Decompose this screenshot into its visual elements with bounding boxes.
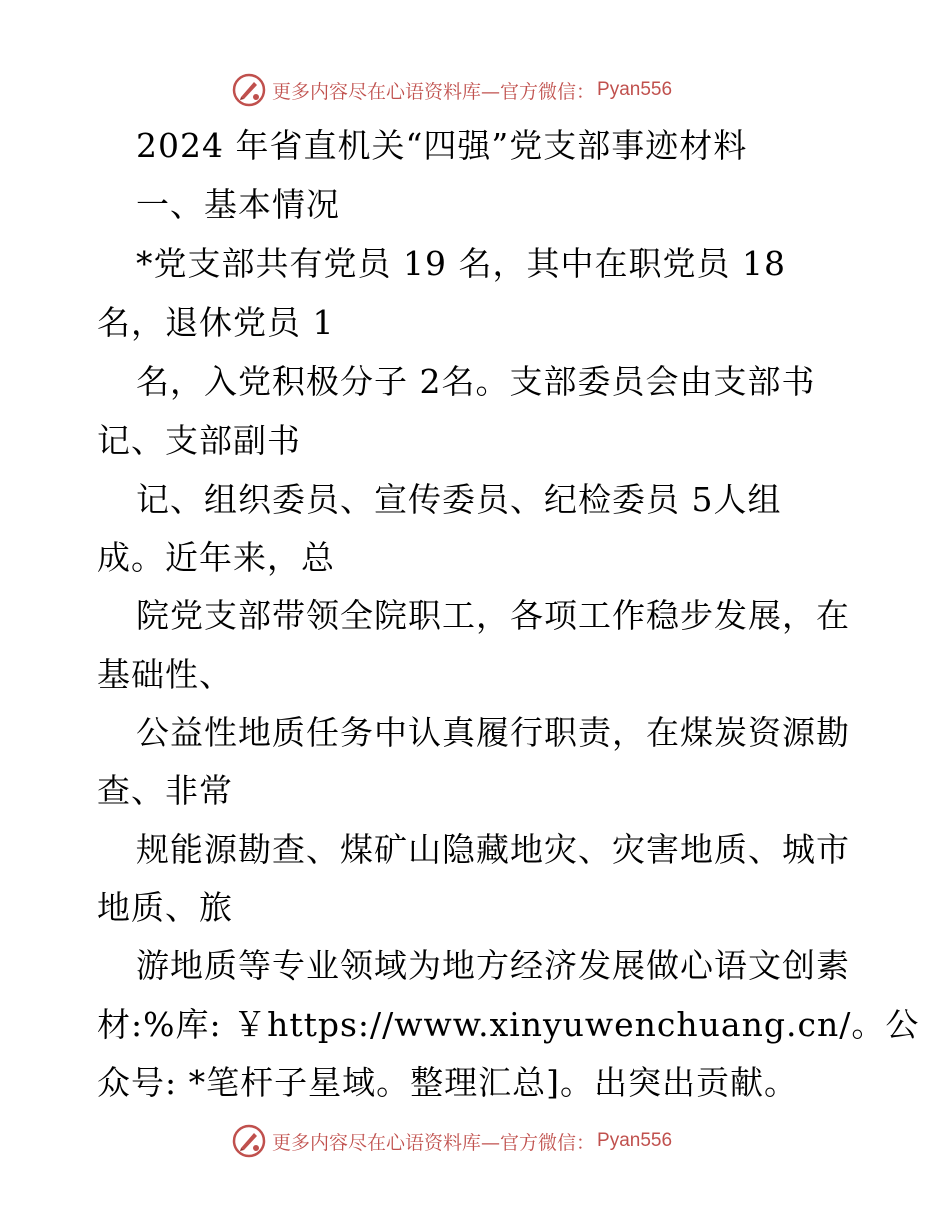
watermark-text: 更多内容尽在心语资料库—官方微信：: [272, 80, 596, 103]
section-heading: 一、基本情况: [136, 185, 340, 224]
paragraph-line: 名，入党积极分子 2名。支部委员会由支部书: [136, 362, 816, 401]
paragraph-line: 基础性、: [97, 655, 233, 694]
watermark-wechat-id: Pyan556: [597, 79, 673, 100]
paragraph-line: *党支部共有党员 19 名，其中在职党员 18: [136, 244, 786, 283]
paragraph-line: 地质、旅: [97, 888, 233, 927]
watermark-text: 更多内容尽在心语资料库—官方微信：: [272, 1131, 596, 1154]
watermark-wechat-id: Pyan556: [597, 1130, 673, 1151]
paragraph-line: 成。近年来，总: [97, 538, 335, 577]
paragraph-line: 材:%库: ￥https://www.xinyuwenchuang.cn/。公: [97, 1005, 920, 1044]
paragraph-line: 公益性地质任务中认真履行职责，在煤炭资源勘: [136, 713, 850, 752]
footer-watermark: [232, 1121, 672, 1161]
paragraph-line: 记、组织委员、宣传委员、纪检委员 5人组: [136, 480, 782, 519]
paragraph-line: 名，退休党员 1: [97, 303, 335, 342]
paragraph-line: 游地质等专业领域为地方经济发展做心语文创素: [136, 946, 850, 985]
paragraph-line: 院党支部带领全院职工，各项工作稳步发展，在: [136, 596, 850, 635]
paragraph-line: 规能源勘查、煤矿山隐藏地灾、灾害地质、城市: [136, 830, 850, 869]
paragraph-line: 众号: *笔杆子星域。整理汇总]。出突出贡献。: [97, 1063, 798, 1102]
document-title: 2024 年省直机关“四强”党支部事迹材料: [136, 126, 748, 165]
quill-pen-logo-icon: [232, 1124, 266, 1158]
paragraph-line: 记、支部副书: [97, 421, 301, 460]
paragraph-line: 查、非常: [97, 771, 233, 810]
